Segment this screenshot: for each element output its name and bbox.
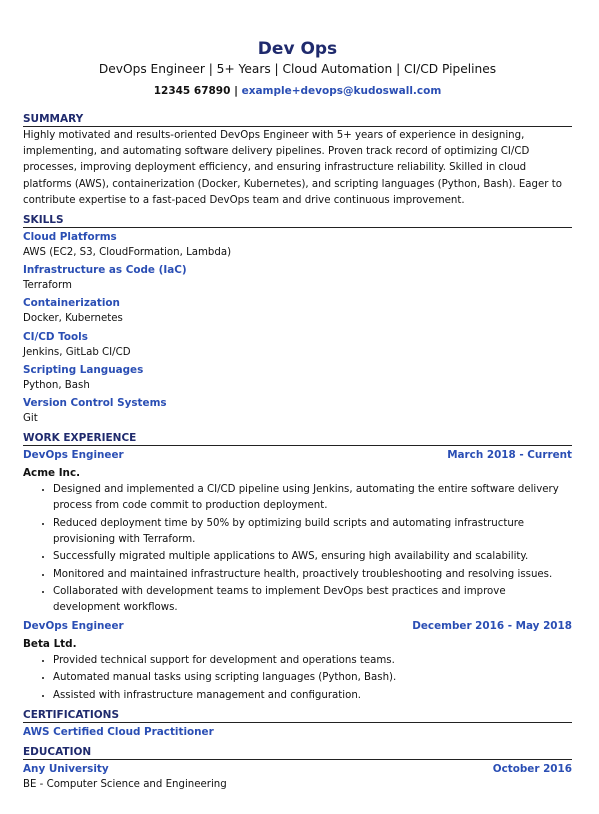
job-header xyxy=(23,447,572,463)
degree-name: BE - Computer Science and Engineering xyxy=(23,778,227,790)
skill-group xyxy=(23,229,572,261)
education-header xyxy=(23,761,572,777)
job-bullet: • Automated manual tasks using scripting languages (Python, Bash). xyxy=(53,670,572,686)
job-bullets xyxy=(23,653,572,704)
job-entry xyxy=(23,447,572,617)
skill-group-title: Scripting Languages xyxy=(23,363,144,376)
skill-group xyxy=(23,395,572,427)
skill-group xyxy=(23,362,572,394)
job-bullet: • Reduced deployment time by 50% by optimizing build scripts and automating infrastructure provisioning with Terraform. xyxy=(53,516,572,548)
candidate-name: Dev Ops xyxy=(257,39,338,59)
skill-group-value: Docker, Kubernetes xyxy=(23,313,123,325)
skill-group-title: Containerization xyxy=(23,297,120,310)
experience-heading: WORK EXPERIENCE xyxy=(23,432,572,446)
school-name: Any University xyxy=(23,762,109,775)
job-bullet: • Monitored and maintained infrastructure health, proactively troubleshooting and resolving issues. xyxy=(53,567,572,583)
job-company: Acme Inc. xyxy=(23,466,81,479)
certification-item: AWS Certified Cloud Practitioner xyxy=(23,725,214,738)
contact-separator: | xyxy=(230,85,242,97)
job-company: Beta Ltd. xyxy=(23,637,77,650)
education-heading: EDUCATION xyxy=(23,746,572,760)
skill-group xyxy=(23,329,572,361)
skill-group-title: Cloud Platforms xyxy=(23,231,117,244)
skill-group-title: Version Control Systems xyxy=(23,396,167,409)
education-date: October 2016 xyxy=(492,762,572,775)
experience-section xyxy=(23,432,572,704)
job-bullet: • Provided technical support for development and operations teams. xyxy=(53,653,572,669)
job-role: DevOps Engineer xyxy=(23,448,124,461)
summary-heading: SUMMARY xyxy=(23,113,572,127)
job-header xyxy=(23,618,572,634)
job-bullets xyxy=(23,482,572,616)
skill-group-value: Git xyxy=(23,412,38,424)
certifications-heading: CERTIFICATIONS xyxy=(23,709,572,723)
candidate-tagline: DevOps Engineer | 5+ Years | Cloud Automation | CI/CD Pipelines xyxy=(98,62,497,76)
contact-line xyxy=(23,84,572,98)
skills-section xyxy=(23,214,572,427)
skill-group-value: Jenkins, GitLab CI/CD xyxy=(23,346,131,358)
job-bullet: • Assisted with infrastructure management and configuration. xyxy=(53,688,572,704)
email-link[interactable]: example+devops@kudoswall.com xyxy=(241,85,442,97)
skill-group-value: AWS (EC2, S3, CloudFormation, Lambda) xyxy=(23,247,232,259)
skill-group xyxy=(23,262,572,294)
certifications-section xyxy=(23,709,572,740)
job-dates: March 2018 - Current xyxy=(447,448,572,461)
job-entry xyxy=(23,618,572,704)
skill-group xyxy=(23,295,572,327)
job-bullet: • Designed and implemented a CI/CD pipeline using Jenkins, automating the entire software delivery process from code commit to production deployment. xyxy=(53,482,572,514)
job-dates: December 2016 - May 2018 xyxy=(412,619,572,632)
skill-group-title: Infrastructure as Code (IaC) xyxy=(23,264,187,277)
phone-number: 12345 67890 xyxy=(153,85,231,97)
job-bullet: • Successfully migrated multiple applications to AWS, ensuring high availability and scalability. xyxy=(53,549,572,565)
summary-text: Highly motivated and results-oriented DevOps Engineer with 5+ years of experience in designing, implementing, and automating software delivery pipelines. Proven track record of optimizing CI/CD processes, improving deployment efficiency, and ensuring infrastructure reliability. Skilled in cloud platforms (AWS), containerization (Docker, Kubernetes), and scripting languages (Python, Bash). Eager to contribute expertise to a fast-paced DevOps team and drive continuous improvement. xyxy=(23,130,562,206)
summary-section xyxy=(23,113,572,209)
skill-group-title: CI/CD Tools xyxy=(23,330,88,343)
job-bullet: • Collaborated with development teams to implement DevOps best practices and improve development workflows. xyxy=(53,584,572,616)
education-section xyxy=(23,746,572,793)
resume-header xyxy=(23,38,572,98)
job-role: DevOps Engineer xyxy=(23,619,124,632)
skill-group-value: Python, Bash xyxy=(23,379,90,391)
skill-group-value: Terraform xyxy=(23,280,72,292)
skills-heading: SKILLS xyxy=(23,214,572,228)
